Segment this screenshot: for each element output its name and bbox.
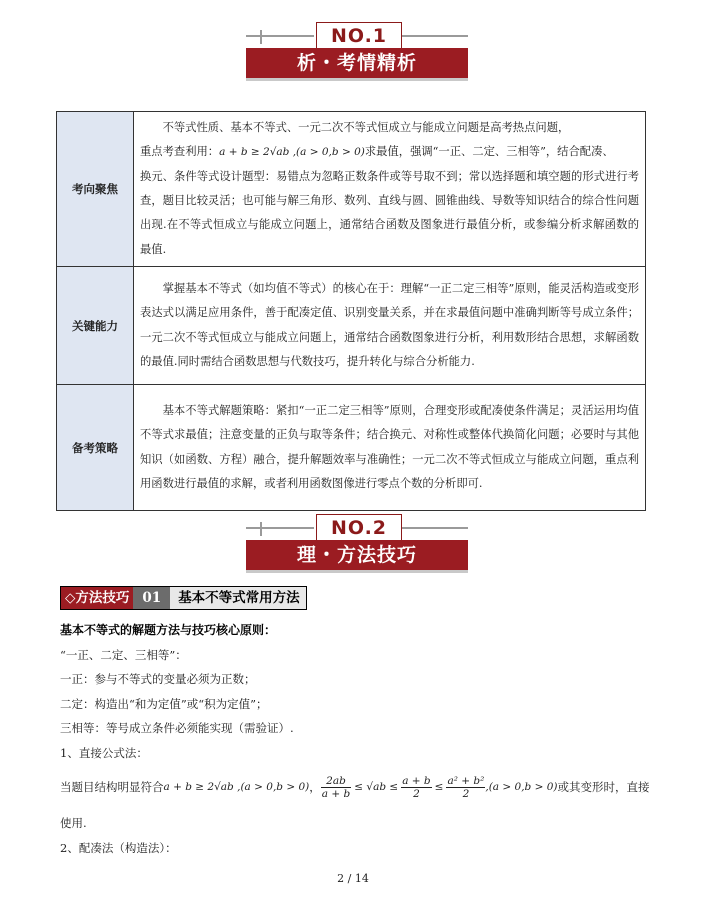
body-line: 一正：参与不等式的变量必须为正数； xyxy=(60,672,256,686)
section-banner-2 xyxy=(246,514,468,584)
formula-line: 当题目结构明显符合 a + b ≥ 2√ab ,(a > 0,b > 0) ， $\frac{2ab}{a + b}$ ≤ √ab ≤ $\frac{a + b}{2}$ ≤ $\frac{\text{a² + b²}}{2}$ ,(a > 0,b > 0) 或其变形时，直接 xyxy=(60,770,650,804)
banner-tick xyxy=(260,522,262,536)
row-body-strategy xyxy=(134,385,646,511)
body-text: 掌握基本不等式（如均值不等式）的核心在于：理解“一正二定三相等”原则，能灵活构造或变形表达式以满足应用条件，善于配凑定值、识别变量关系，并在求最值问题中准确判断等号成立条件；一元二次不等式恒成立与能成立问题上，通常结合函数图象进行分析，利用数形结合思想，求解函数的最值.同时需结合函数思想与代数技巧，提升转化与综合分析能力. xyxy=(140,281,639,368)
body-line: 不等式性质、基本不等式、一元二次不等式恒成立与能成立问题是高考热点问题， xyxy=(162,121,570,135)
row-label-ability: 关键能力 xyxy=(57,267,134,385)
fraction: $\frac{2ab}{a + b}$ xyxy=(321,774,351,800)
section-banner-1 xyxy=(246,22,468,92)
banner-rule-right xyxy=(400,527,468,529)
body-line: 1、直接公式法： xyxy=(60,746,148,760)
page-number: 2 / 14 xyxy=(337,872,369,885)
table-row xyxy=(57,112,646,267)
banner-rule-left xyxy=(246,527,314,529)
fraction: $\frac{\text{a² + b²}}{2}$ xyxy=(447,774,485,800)
banner-number: NO.1 xyxy=(316,22,402,49)
banner-shadow xyxy=(246,78,468,81)
method-tag: ◇方法技巧 xyxy=(61,587,133,609)
banner-title: 理・方法技巧 xyxy=(246,540,468,570)
table-row xyxy=(57,267,646,385)
exam-focus-table xyxy=(56,111,646,511)
body-text: 基本不等式解题策略：紧扣“一正二定三相等”原则，合理变形或配凑使条件满足；灵活运用均值不等式求最值；注意变量的正负与取等条件；结合换元、对称性或整体代换简化问题；必要时与其他知识（如函数、方程）融合，提升解题效率与准确性；一元二次不等式恒成立与能成立问题，重点利用函数进行最值的求解，或者利用函数图像进行零点个数的分析即可. xyxy=(140,403,639,490)
banner-shadow xyxy=(246,570,468,573)
method-title: 基本不等式常用方法 xyxy=(170,587,306,609)
body-line: 二定：构造出“和为定值”或“积为定值”； xyxy=(60,697,268,711)
body-text: 换元、条件等式设计题型：易错点为忽略正数条件或等号取不到；常以选择题和填空题的形式进行考查，题目比较灵活；也可能与解三角形、数列、直线与圆、圆锥曲线、导数等知识结合的综合性问题出现.在不等式恒成立与能成立问题上，通常结合函数及图象进行最值分析，或参编分析求解函数的最值. xyxy=(140,169,639,256)
principle-heading: 基本不等式的解题方法与技巧核心原则： xyxy=(60,623,277,637)
banner-rule-left xyxy=(246,35,314,37)
fraction: $\frac{a + b}{2}$ xyxy=(402,774,431,800)
inequality-formula: a + b ≥ 2√ab ,(a > 0,b > 0) xyxy=(163,781,310,793)
table-row xyxy=(57,385,646,511)
body-line: 三相等：等号成立条件必须能实现（需验证）. xyxy=(60,721,294,735)
body-line: “一正、二定、三相等”： xyxy=(60,648,187,662)
row-body-focus xyxy=(134,112,646,267)
body-line: 使用. xyxy=(60,816,87,830)
inequality-formula: a + b ≥ 2√ab ,(a > 0,b > 0) xyxy=(219,146,365,159)
row-label-strategy: 备考策略 xyxy=(57,385,134,511)
row-label-focus: 考向聚焦 xyxy=(57,112,134,267)
body-line: 重点考查利用：a + b ≥ 2√ab ,(a > 0,b > 0)求最值，强调“一正、二定、三相等”，结合配凑、 xyxy=(140,145,614,159)
banner-title: 析・考情精析 xyxy=(246,48,468,78)
body-line: 2、配凑法（构造法）： xyxy=(60,841,177,855)
row-body-ability xyxy=(134,267,646,385)
banner-rule-right xyxy=(400,35,468,37)
method-number: 01 xyxy=(133,587,170,609)
banner-tick xyxy=(260,30,262,44)
banner-number: NO.2 xyxy=(316,514,402,541)
method-heading xyxy=(60,586,307,610)
